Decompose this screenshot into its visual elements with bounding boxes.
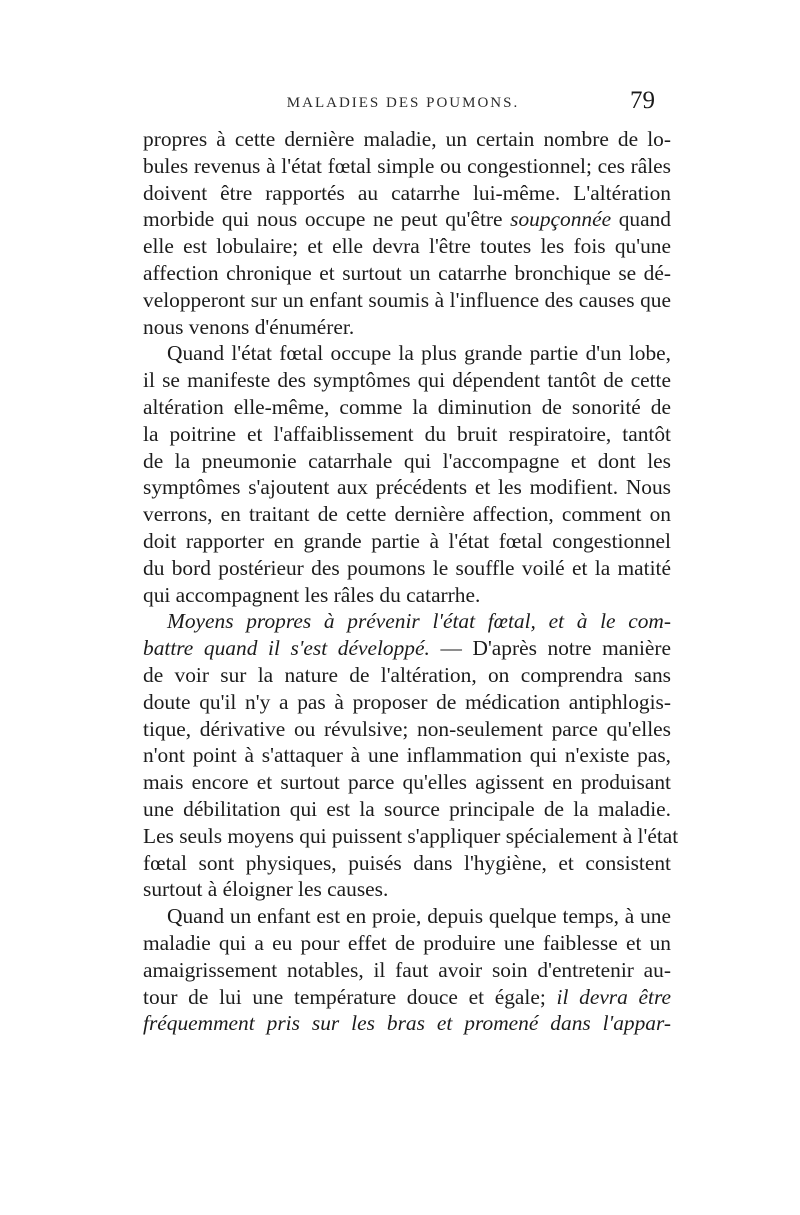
text-line <box>143 635 671 662</box>
text-line: fœtal sont physiques, puisés dans l'hygiène, et consistent <box>143 850 671 875</box>
body-text <box>143 126 679 1037</box>
text-line: elle est lobulaire; et elle devra l'être toutes les fois qu'une <box>143 234 671 259</box>
text-line: Les seuls moyens qui puissent s'appliquer spécialement à l'état <box>143 823 679 848</box>
text-line: la poitrine et l'affaiblissement du bruit respiratoire, tantôt <box>143 421 671 446</box>
page-header <box>143 87 663 123</box>
italic-segment: il devra être <box>556 984 672 1009</box>
running-head: MALADIES DES POUMONS. <box>286 95 520 111</box>
text-segment: morbide qui nous occupe ne peut qu'être <box>143 207 503 232</box>
text-line: tique, dérivative ou révulsive; non-seulement parce qu'elles <box>143 716 671 741</box>
text-line: verrons, en traitant de cette dernière affection, comment on <box>143 502 671 527</box>
section-heading-line: Moyens propres à prévenir l'état fœtal, et à le com- <box>167 609 671 634</box>
text-line: maladie qui a eu pour effet de produire une faiblesse et un <box>143 930 671 955</box>
text-segment: quand <box>618 207 671 232</box>
text-line: Quand l'état fœtal occupe la plus grande partie d'un lobe, <box>167 341 671 366</box>
section-heading-end: battre quand il s'est développé. <box>143 636 430 661</box>
text-line: affection chronique et surtout un catarrhe bronchique se dé- <box>143 260 671 285</box>
text-line: de voir sur la nature de l'altération, on comprendra sans <box>143 662 671 687</box>
text-line: Quand un enfant est en proie, depuis quelque temps, à une <box>167 904 671 929</box>
text-line: doivent être rapportés au catarrhe lui-même. L'altération <box>143 180 671 205</box>
text-line: amaigrissement notables, il faut avoir soin d'entretenir au- <box>143 957 671 982</box>
text-line: fréquemment pris sur les bras et promené dans l'appar- <box>143 1011 671 1036</box>
text-line <box>143 206 671 233</box>
text-line: mais encore et surtout parce qu'elles agissent en produisant <box>143 770 671 795</box>
text-line: de la pneumonie catarrhale qui l'accompagne et dont les <box>143 448 671 473</box>
text-segment: — D'après notre manière <box>440 636 671 661</box>
text-line: bules revenus à l'état fœtal simple ou congestionnel; ces râles <box>143 153 671 178</box>
text-line: surtout à éloigner les causes. <box>143 877 389 902</box>
text-line: velopperont sur un enfant soumis à l'influence des causes que <box>143 287 671 312</box>
text-line: doute qu'il n'y a pas à proposer de médication antiphlogis- <box>143 689 671 714</box>
text-line: altération elle-même, comme la diminution de sonorité de <box>143 394 671 419</box>
text-line: nous venons d'énumérer. <box>143 314 355 339</box>
text-line: il se manifeste des symptômes qui dépendent tantôt de cette <box>143 368 671 393</box>
text-line <box>143 984 671 1011</box>
text-segment: tour de lui une température douce et égale; <box>143 984 546 1009</box>
text-line: propres à cette dernière maladie, un certain nombre de lo- <box>143 127 671 151</box>
page-number: 79 <box>630 87 655 114</box>
text-line: une débilitation qui est la source principale de la maladie. <box>143 796 671 821</box>
text-line: n'ont point à s'attaquer à une inflammation qui n'existe pas, <box>143 743 671 768</box>
text-line: symptômes s'ajoutent aux précédents et les modifient. Nous <box>143 475 671 500</box>
text-line: doit rapporter en grande partie à l'état fœtal congestionnel <box>143 528 671 553</box>
text-line: qui accompagnent les râles du catarrhe. <box>143 582 481 607</box>
text-line: du bord postérieur des poumons le souffle voilé et la matité <box>143 555 671 580</box>
italic-word: soupçonnée <box>510 207 612 232</box>
